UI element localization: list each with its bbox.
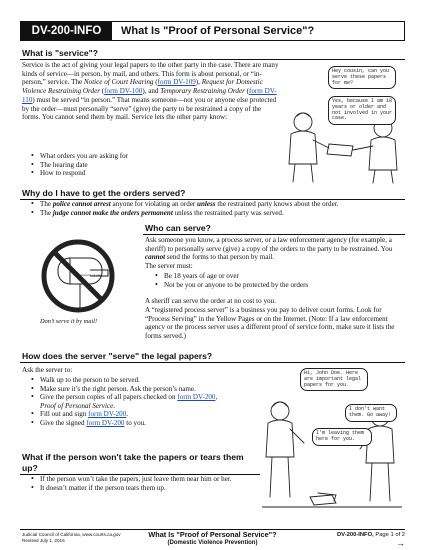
form-dv-109-link[interactable]: form DV-109 <box>157 78 196 87</box>
list-item: • The judge cannot make the orders permanent unless the restrained party was served. <box>40 209 410 218</box>
section-heading-how-serve: How does the server "serve" the legal papers? <box>22 351 213 361</box>
list-item: • It doesn’t matter if the person tears them up. <box>40 484 300 493</box>
list-item: • Walk up to the person to be served. <box>40 376 272 385</box>
footer-page-info: DV-200-INFO, Page 1 of 2 <box>337 532 405 538</box>
how-serve-intro: Ask the server to: <box>22 366 73 374</box>
speech-bubble: Yes, because I am 18 years or older and not involved in your case. <box>328 96 396 125</box>
list-item: • The police cannot arrest anyone for violating an order unless the restrained party knows about the order. <box>40 200 410 209</box>
form-dv-200-link[interactable]: form DV-200 <box>86 418 125 427</box>
form-number-badge: DV-200-INFO <box>21 22 112 40</box>
who-can-serve-paragraph: Ask someone you know, a process server, or a law enforcement agency (for example, a sheriff) to personally serve (give) a copy of the orders to the party to be restrained. You cannot send the forms to that person by mail. <box>145 236 393 262</box>
list-item: • What orders you are asking for <box>40 152 280 161</box>
form-dv-200-link[interactable]: form DV-200 <box>88 410 127 419</box>
list-item: • Give the person copies of all papers checked on form DV-200, Proof of Personal Service. <box>40 393 272 410</box>
how-serve-list <box>30 376 272 428</box>
form-header <box>20 21 405 41</box>
speech-bubble: I don't want them. Go away! <box>345 404 397 422</box>
divider <box>143 234 405 235</box>
page-title: What Is "Proof of Personal Service"? <box>121 25 315 37</box>
section-heading-why-serve: Why do I have to get the orders served? <box>22 188 186 198</box>
sheriff-paragraph: A sheriff can serve the order at no cost to you. <box>145 297 276 305</box>
form-dv-100-link[interactable]: form DV-100 <box>104 87 143 96</box>
mailbox-label: www.courts.ca.gov <box>76 273 102 277</box>
list-item: • Fill out and sign form DV-200. <box>40 410 272 419</box>
section-heading-what-is-service: What is "service"? <box>22 48 98 58</box>
list-item: • Make sure it’s the right person. Ask the person’s name. <box>40 385 272 394</box>
form-dv-200-link[interactable]: form DV-200 <box>177 393 216 402</box>
list-item: • How to respond <box>40 169 280 178</box>
no-mail-caption: Don’t serve it by mail! <box>40 318 98 325</box>
server-requirements-list <box>154 272 404 289</box>
no-mail-icon <box>28 236 128 316</box>
service-paragraph: Service is the act of giving your legal papers to the other party in the case. There are many kinds of service—in person, by mail, and others. This form is about personal, or “in-person,” service. The Notice of Court Hearing (form DV-109), Request for Domestic Violence Restraining Order (form DV-100), and Temporary Restraining Order (form DV-110) must be served “in person.” That means someone—not you or anyone else protected by the order—must personally “serve” (give) the party to be restrained a copy of the forms. You cannot send them by mail. Service lets the other party know: <box>22 61 279 122</box>
server-must-label: The server must: <box>145 262 193 270</box>
form-dv-110-link[interactable]: form DV-110 <box>22 87 277 104</box>
list-item: • Be 18 years of age or over <box>164 272 404 281</box>
service-bullet-list <box>30 152 280 178</box>
speech-bubble: Hey cousin, can you serve these papers for me? <box>328 66 396 89</box>
divider <box>20 362 405 363</box>
speech-bubble: I'm leaving them here for you. <box>312 428 372 446</box>
list-item: • Not be you or anyone to be protected by the orders <box>164 281 404 290</box>
footer-publisher: Judicial Council of California, www.courts.ca.gov Revised July 1, 2016 <box>22 532 121 543</box>
divider <box>20 59 405 60</box>
next-page-arrow-icon[interactable]: → <box>396 538 405 548</box>
section-heading-refuse-papers: What if the person won't take the papers or tears them up? <box>22 452 244 473</box>
list-item: • If the person won’t take the papers, just leave them near him or her. <box>40 475 300 484</box>
why-serve-list <box>30 200 410 217</box>
list-item: • Give the signed form DV-200 to you. <box>40 419 272 428</box>
list-item: • The hearing date <box>40 161 280 170</box>
process-server-paragraph: A “registered process server” is a business you pay to deliver court forms. Look for “Process Serving” in the Yellow Pages or on the Internet. (Note: If a law enforcement agency or the process server uses a different proof of service form, make sure it lists the forms served.) <box>145 306 395 341</box>
speech-bubble: Hi, John Doe. Here are important legal papers for you. <box>300 368 368 391</box>
refuse-papers-list <box>30 475 300 492</box>
footer-title: What Is "Proof of Personal Service"? <box>148 530 277 539</box>
section-heading-who-can-serve: Who can serve? <box>145 223 211 233</box>
footer-subtitle: (Domestic Violence Prevention) <box>167 540 258 546</box>
